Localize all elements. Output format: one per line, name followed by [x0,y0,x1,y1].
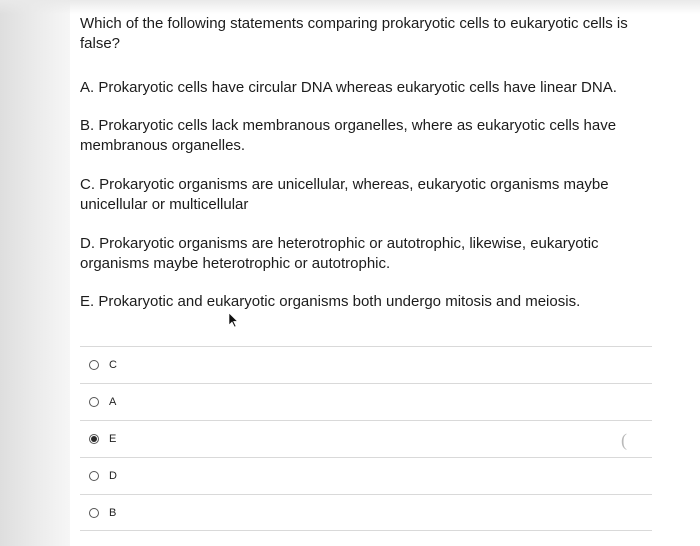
option-c[interactable] [80,346,652,383]
mouse-pointer-icon [228,312,238,328]
option-b[interactable] [80,494,652,531]
top-edge-shading [0,0,700,14]
answer-options [80,346,652,531]
question-text: Which of the following statements comparing prokaryotic cells to eukaryotic cells is false? [80,15,628,52]
radio-button-b[interactable] [89,508,99,518]
option-e[interactable] [80,420,652,457]
radio-button-e-selected[interactable] [89,434,99,444]
statement-d: D. Prokaryotic organisms are heterotrophic or autotrophic, likewise, eukaryotic organisms maybe heterotrophic or autotrophic. [80,235,599,272]
option-label-c: C [109,359,118,371]
option-a[interactable] [80,383,652,420]
radio-button-d[interactable] [89,471,99,481]
option-label-b: B [109,506,117,519]
stray-parenthesis-mark: ( [621,430,627,450]
statement-a: A. Prokaryotic cells have circular DNA whereas eukaryotic cells have linear DNA. [80,79,617,96]
option-label-a: A [109,396,117,408]
option-d[interactable] [80,457,652,494]
radio-button-a[interactable] [89,397,99,407]
statement-c: C. Prokaryotic organisms are unicellular, whereas, eukaryotic organisms maybe unicellular or multicellular [80,176,609,213]
option-label-e: E [109,433,117,445]
left-edge-shading [0,0,70,546]
statement-b: B. Prokaryotic cells lack membranous organelles, where as eukaryotic cells have membranous organelles. [80,117,617,154]
option-label-d: D [109,470,118,482]
radio-button-c[interactable] [89,360,99,370]
statement-e: E. Prokaryotic and eukaryotic organisms both undergo mitosis and meiosis. [80,293,581,310]
